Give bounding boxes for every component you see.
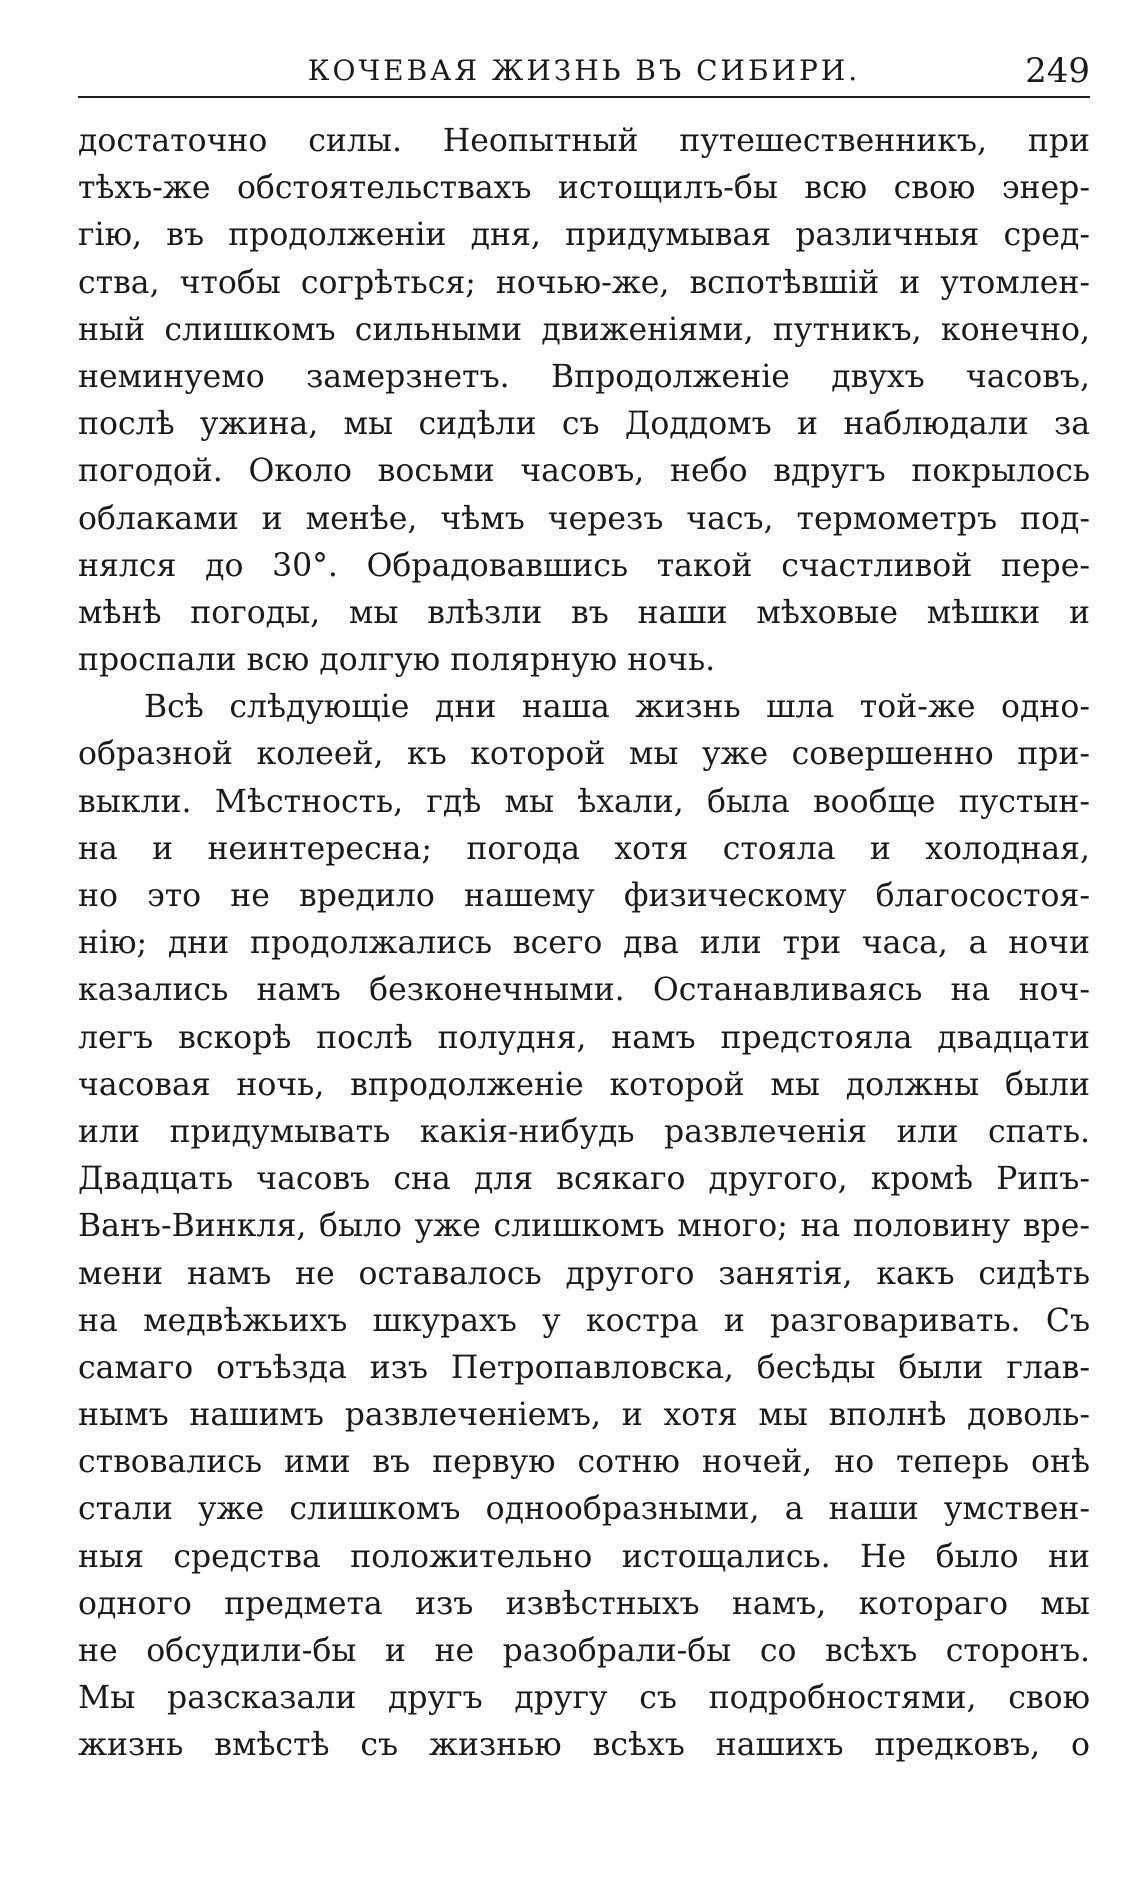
- header-rule: [78, 96, 1090, 98]
- text-line: стали уже слишкомъ однообразными, а наши умствен-: [78, 1491, 1090, 1528]
- body-text: [78, 118, 1090, 1770]
- text-line: на и неинтересна; погода хотя стояла и холодная,: [78, 830, 1090, 867]
- text-line: тѣхъ-же обстоятельствахъ истощилъ-бы всю свою энер-: [78, 170, 1090, 207]
- text-line: выкли. Мѣстность, гдѣ мы ѣхали, была вообще пустын-: [78, 783, 1090, 820]
- paragraph-start-line: Всѣ слѣдующіе дни наша жизнь шла той-же одно-: [144, 689, 1090, 726]
- page-header: [78, 48, 1090, 94]
- text-line: ныя средства положительно истощались. Не было ни: [78, 1538, 1090, 1575]
- text-line: Ванъ-Винкля, было уже слишкомъ много; на половину вре-: [78, 1208, 1090, 1245]
- text-line: облаками и менѣе, чѣмъ черезъ часъ, термометръ под-: [78, 500, 1090, 537]
- text-line: не обсудили-бы и не разобрали-бы со всѣхъ сторонъ.: [78, 1633, 1090, 1669]
- text-line: достаточно силы. Неопытный путешественникъ, при: [78, 123, 1090, 159]
- text-line: неминуемо замерзнетъ. Впродолженіе двухъ часовъ,: [78, 358, 1090, 395]
- text-line: нялся до 30°. Обрадовавшись такой счастливой пере-: [78, 547, 1090, 584]
- text-line: Мы разсказали другъ другу съ подробностями, свою: [78, 1680, 1090, 1717]
- text-line: самаго отъѣзда изъ Петропавловска, бесѣды были глав-: [78, 1349, 1090, 1386]
- text-line: послѣ ужина, мы сидѣли съ Доддомъ и наблюдали за: [78, 406, 1090, 443]
- text-line: одного предмета изъ извѣстныхъ намъ, котораго мы: [78, 1585, 1090, 1622]
- text-line: погодой. Около восьми часовъ, небо вдругъ покрылось: [78, 453, 1090, 490]
- text-line: ный слишкомъ сильными движеніями, путникъ, конечно,: [78, 311, 1090, 348]
- text-line: легъ вскорѣ послѣ полудня, намъ предстояла двадцати: [78, 1019, 1090, 1056]
- text-line: жизнь вмѣстѣ съ жизнью всѣхъ нашихъ предковъ, о: [78, 1727, 1090, 1764]
- page-number: 249: [1025, 51, 1090, 91]
- text-line: или придумывать какія-нибудь развлеченія или спать.: [78, 1113, 1090, 1150]
- text-line: нымъ нашимъ развлеченіемъ, и хотя мы вполнѣ доволь-: [78, 1397, 1090, 1434]
- text-line: на медвѣжьихъ шкурахъ у костра и разговаривать. Съ: [78, 1302, 1090, 1339]
- text-line: мѣнѣ погоды, мы влѣзли въ наши мѣховые мѣшки и: [78, 594, 1090, 631]
- text-line: нію; дни продолжались всего два или три часа, а ночи: [78, 925, 1090, 962]
- text-line: казались намъ безконечными. Останавливаясь на ноч-: [78, 972, 1090, 1009]
- text-line: мени намъ не оставалось другого занятія, какъ сидѣть: [78, 1255, 1090, 1292]
- running-title: КОЧЕВАЯ ЖИЗНЬ ВЪ СИБИРИ.: [307, 54, 861, 87]
- text-line: ства, чтобы согрѣться; ночью-же, вспотѣвшій и утомлен-: [78, 264, 1090, 301]
- text-line: часовая ночь, впродолженіе которой мы должны были: [78, 1066, 1090, 1103]
- text-line: ствовались ими въ первую сотню ночей, но теперь онѣ: [78, 1444, 1090, 1481]
- text-line: образной колеей, къ которой мы уже совершенно при-: [78, 736, 1090, 773]
- paragraph-end-line: проспали всю долгую полярную ночь.: [78, 642, 716, 679]
- text-line: Двадцать часовъ сна для всякаго другого, кромѣ Рипъ-: [78, 1161, 1090, 1198]
- text-line: но это не вредило нашему физическому благосостоя-: [78, 878, 1090, 914]
- text-line: гію, въ продолженіи дня, придумывая различныя сред-: [78, 217, 1090, 254]
